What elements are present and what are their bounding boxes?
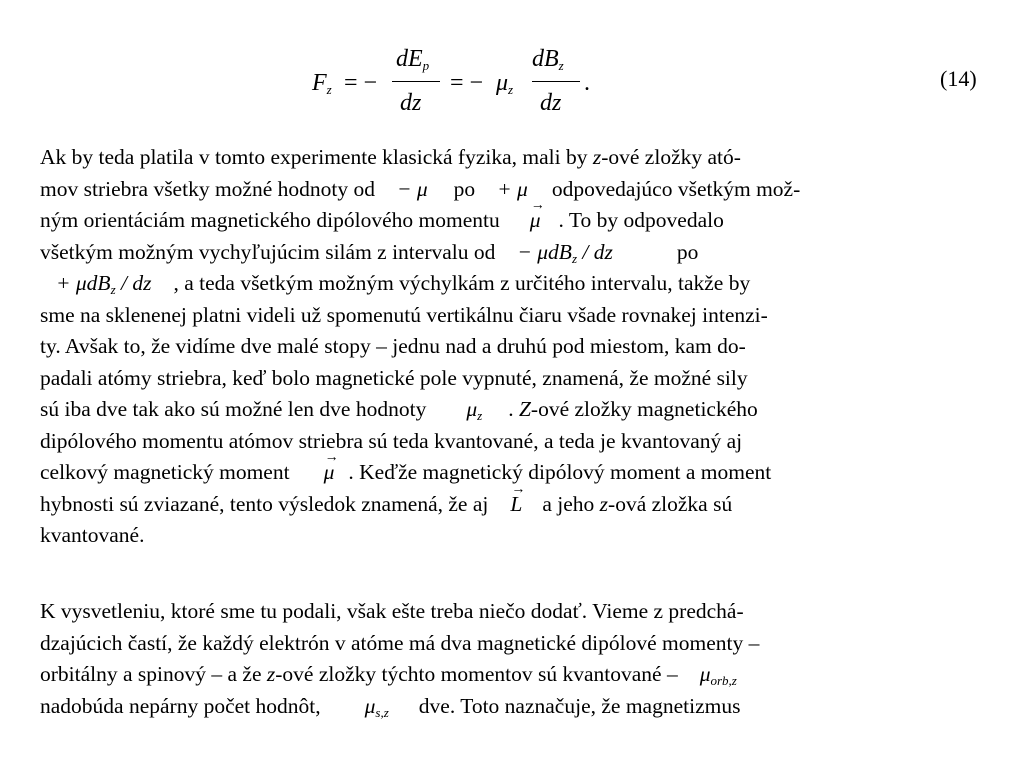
p1-line-11: celkový magnetický moment→ μ . Keďže magnetický dipólový moment a moment: [40, 457, 1000, 489]
mu-orb-z: $\mu_{orb,z}$: [699, 662, 737, 688]
p2-line-3: orbitálny a spinový – a že z-ové zložky týchto momentov sú kvantované – $\mu_{orb,z}$: [40, 662, 737, 688]
mu-s-z: $\mu_{s,z}$: [364, 693, 389, 720]
p1-line-13: kvantované.: [40, 523, 145, 547]
p1-line-12: hybnosti sú zviazané, tento výsledok znamená, že aj→ L a jeho z-ová zložka sú: [40, 489, 1000, 521]
p1-line-3: ným orientáciám magnetického dipólového momentu→ μ . To by odpovedalo: [40, 205, 1000, 237]
p1-line-4: všetkým možným vychyľujúcim silám z intervalu od − μdB$_z$ / dz po: [40, 239, 699, 266]
numerator-dBz: $dB_z$: [532, 46, 564, 73]
p1-line-2: mov striebra všetky možné hodnoty od − μ po + μ odpovedajúco všetkým mož-: [40, 176, 801, 201]
mu-vector: → μ: [530, 205, 541, 237]
fraction-bar-1: [392, 81, 440, 82]
p1-line-7: ty. Avšak to, že vidíme dve malé stopy – jednu nad a druhú pod miestom, kam do-: [40, 334, 746, 358]
equals-minus-1: = −: [344, 70, 378, 96]
numerator-dEp: $dE_p$: [396, 46, 430, 73]
mu-z: $\mu_z$: [496, 70, 514, 97]
p2-line-4: nadobúda nepárny počet hodnôt, $\mu_{s,z}$ dve. Toto naznačuje, že magnetizmus: [40, 693, 741, 720]
p1-line-10: dipólového momentu atómov striebra sú teda kvantované, a teda je kvantovaný aj: [40, 428, 743, 453]
minus-mu: − μ: [396, 176, 428, 201]
equals-minus-2: = −: [450, 70, 484, 96]
p1-line-1: Ak by teda platila v tomto experimente klasická fyzika, mali by z-ové zložky ató-: [40, 145, 741, 169]
fraction-bar-2: [532, 81, 580, 82]
denominator-dz-2: dz: [540, 90, 562, 116]
p2-line-2: dzajúcich častí, že každý elektrón v atóme má dva magnetické dipólové momenty –: [40, 630, 760, 655]
equation-14: [300, 44, 620, 124]
equation-period: .: [584, 70, 590, 96]
equation-number: (14): [940, 66, 977, 91]
mu-vector-2: → μ: [324, 457, 335, 489]
force-symbol: $F_z$: [312, 70, 332, 97]
plus-mu: + μ: [497, 176, 528, 201]
paragraph-2: [40, 596, 1000, 722]
denominator-dz-1: dz: [400, 90, 422, 116]
p1-line-9: sú iba dve tak ako sú možné len dve hodnoty $\mu_z$ . Z-ové zložky magnetického: [40, 397, 758, 423]
p1-line-8: padali atómy striebra, keď bolo magnetické pole vypnuté, znamená, že možné sily: [40, 365, 748, 390]
p2-line-1: K vysvetleniu, ktoré sme tu podali, však ešte treba niečo dodať. Vieme z predchá-: [40, 599, 744, 623]
paragraph-1: [40, 142, 1000, 552]
mu-z-inline: $\mu_z$: [466, 397, 483, 423]
p1-line-5: + μdB$_z$ / dz , a teda všetkým možným výchylkám z určitého intervalu, takže by: [56, 271, 751, 297]
minus-mu-dBz-dz: − μdB$_z$ / dz: [517, 239, 613, 266]
plus-mu-dBz-dz: + μdB$_z$ / dz: [56, 271, 152, 297]
p1-line-6: sme na sklenenej platni videli už spomenutú vertikálnu čiaru všade rovnakej intenzi-: [40, 302, 768, 327]
L-vector: → L: [510, 489, 522, 521]
